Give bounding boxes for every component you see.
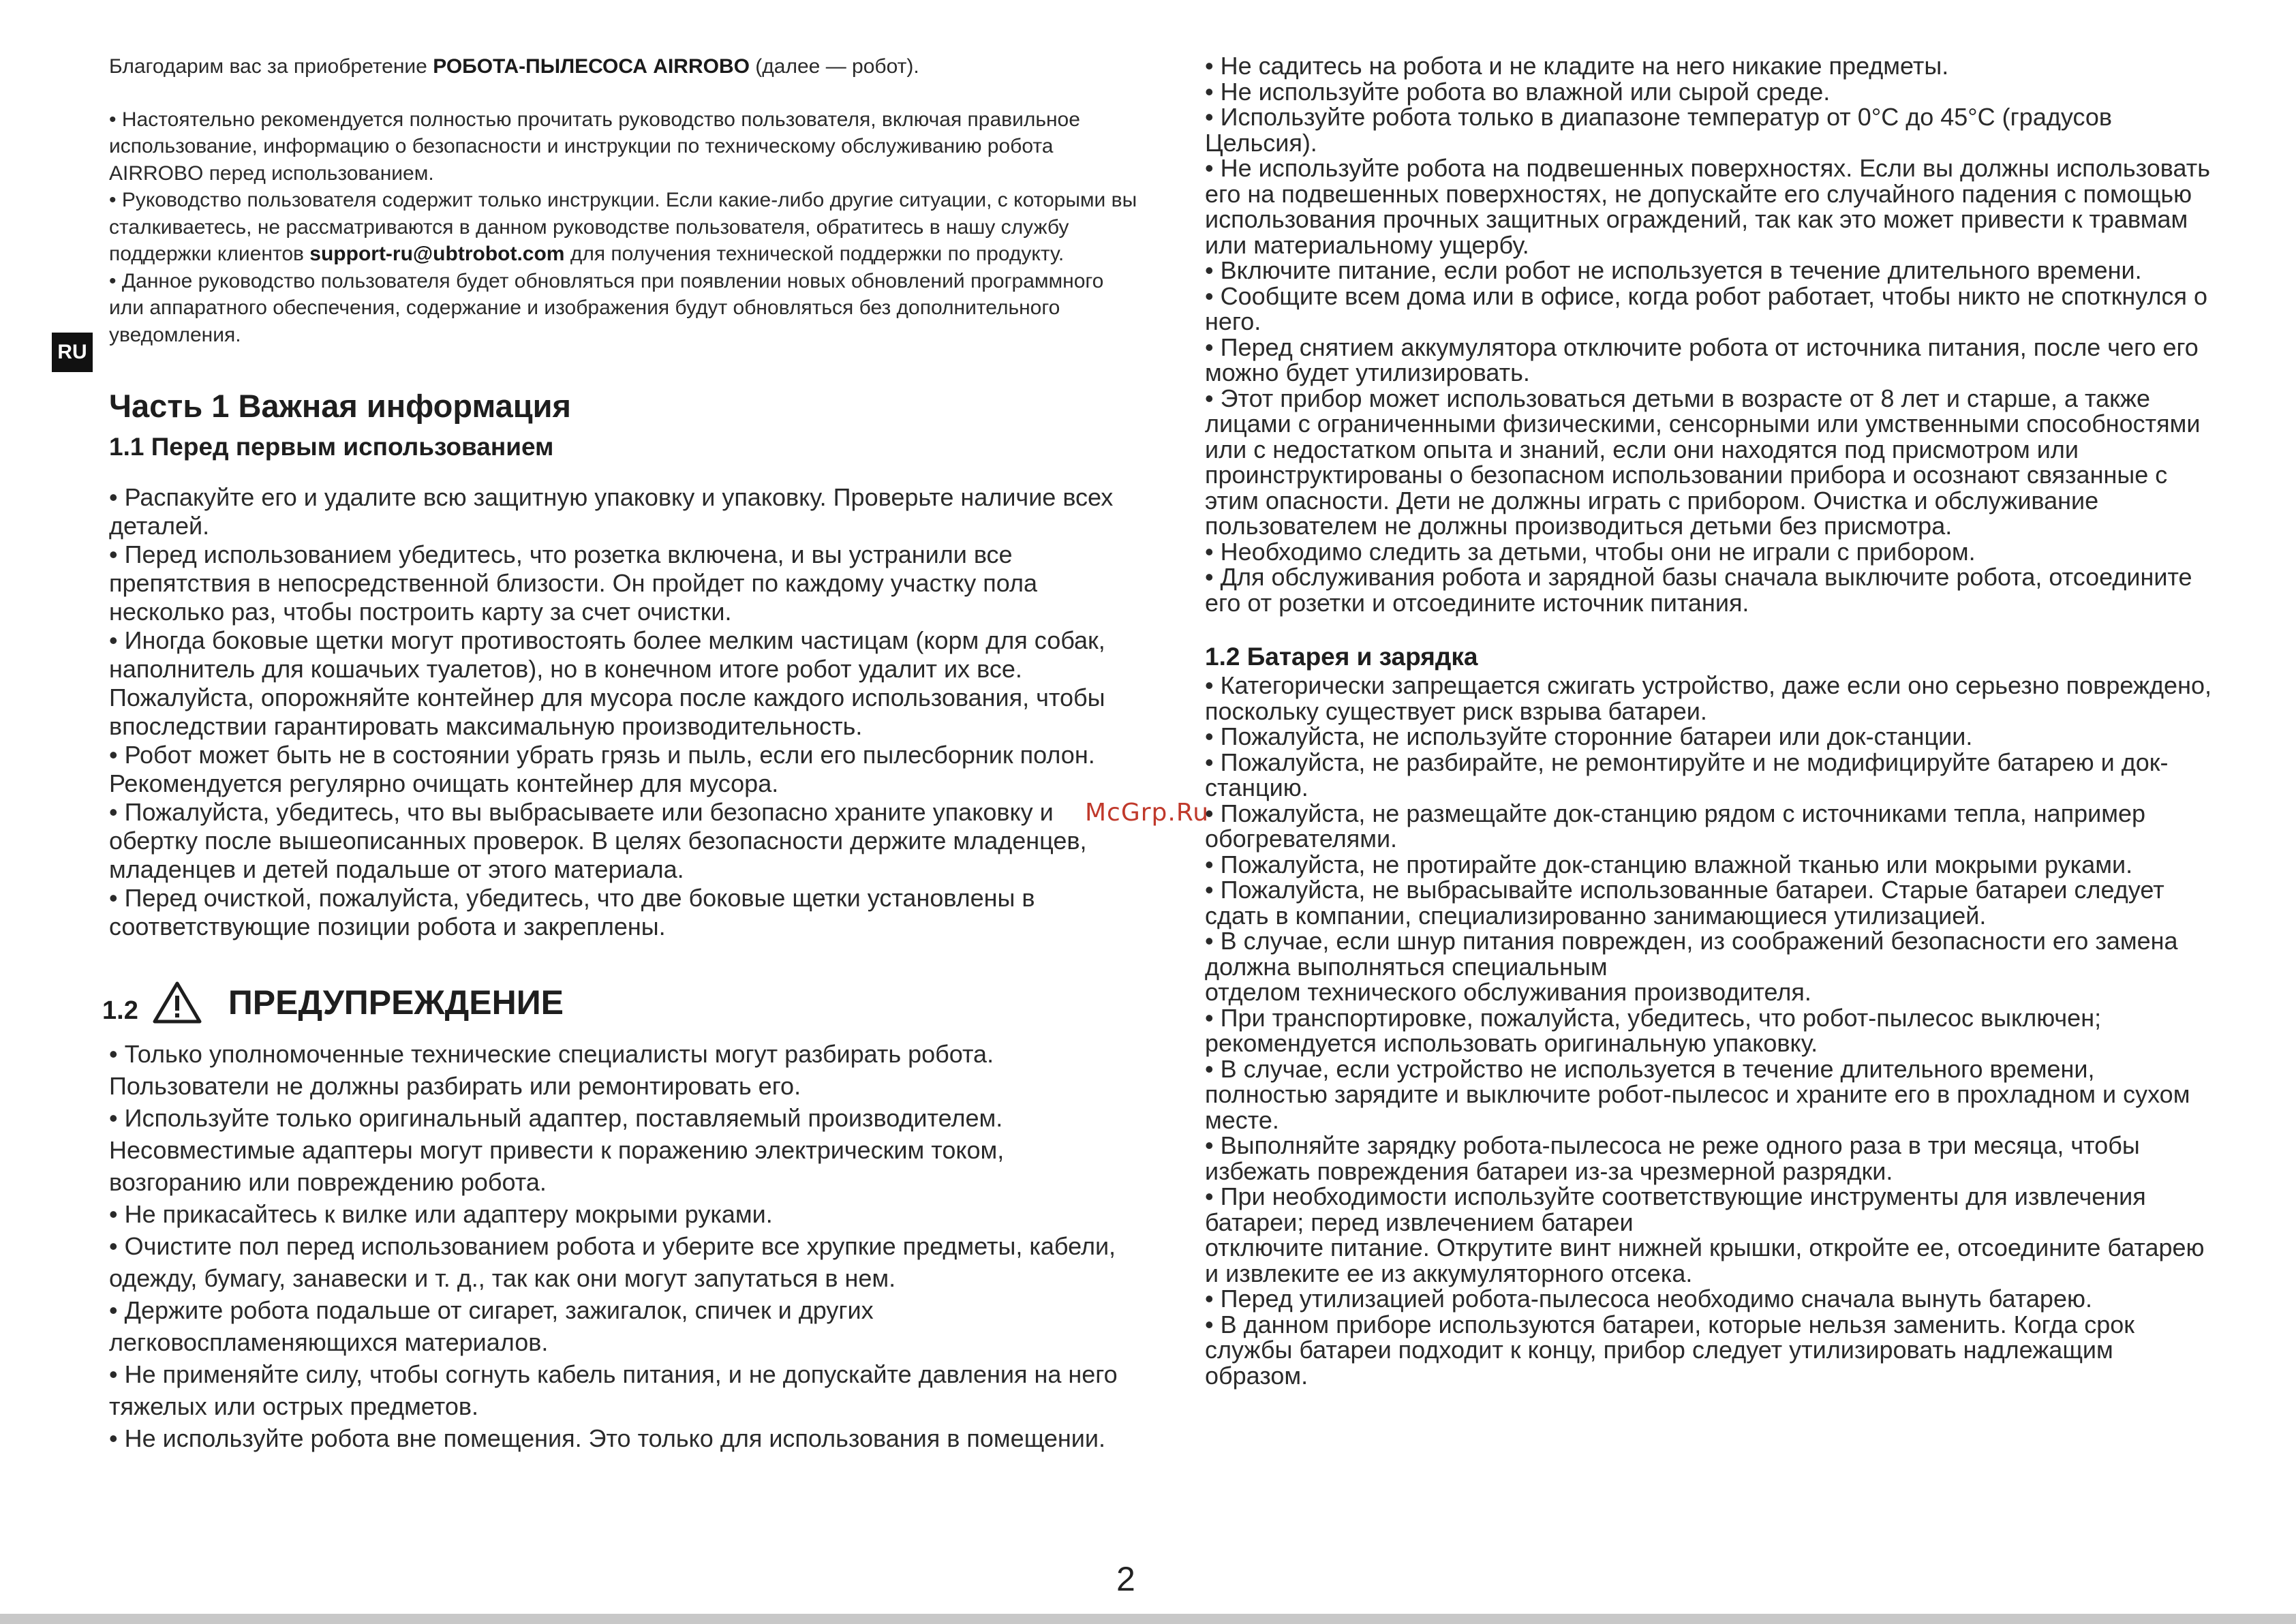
- thanks-line: [109, 53, 1138, 80]
- list-item: • Не садитесь на робота и не кладите на него никакие предметы.: [1205, 52, 1949, 80]
- list-item: • Используйте робота только в диапазоне температур от 0°C до 45°C (градусов Цельсия).: [1205, 103, 2112, 157]
- list-item: • Сообщите всем дома или в офисе, когда робот работает, чтобы никто не споткнулся о него.: [1205, 281, 2208, 335]
- list-item: • Выполняйте зарядку робота-пылесоса не реже одного раза в три месяца, чтобы избежать повреждения батареи из-за чрезмерной разрядки.: [1205, 1131, 2140, 1185]
- page-number: 2: [1116, 1560, 1135, 1598]
- left-column: [102, 53, 1138, 1454]
- intro-support-post: для получения технической поддержки по продукту.: [564, 243, 1065, 265]
- warning-list-left: [109, 1038, 1138, 1454]
- list-item: • Перед утилизацией робота-пылесоса необходимо сначала вынуть батарею.: [1205, 1285, 2092, 1313]
- list-item: • Пожалуйста, не разбирайте, не ремонтируйте и не модифицируйте батарею и док-станцию.: [1205, 748, 2169, 801]
- list-item: • Очистите пол перед использованием робота и уберите все хрупкие предметы, кабели, одежду, бумагу, занавески и т. д., так как они могут запутаться в нем.: [109, 1232, 1116, 1292]
- section-1-1-list: [109, 483, 1138, 941]
- list-item: • Пожалуйста, не размещайте док-станцию рядом с источниками тепла, например обогревателями.: [1205, 799, 2146, 853]
- list-item: • Перед снятием аккумулятора отключите робота от источника питания, после чего его можно будет утилизировать.: [1205, 333, 2199, 386]
- thanks-pre: Благодарим вас за приобретение: [109, 55, 433, 78]
- warning-heading: [102, 977, 1138, 1024]
- list-item: • Используйте только оригинальный адаптер, поставляемый производителем. Несовместимые адаптеры могут привести к поражению электрическим током, возгоранию или повреждению робота.: [109, 1104, 1005, 1196]
- section-title: 1.1 Перед первым использованием: [109, 433, 554, 461]
- intro-paragraph: • Настоятельно рекомендуется полностью прочитать руководство пользователя, включая правильное использование, информацию о безопасности и инструкции по техническому обслуживанию робота AIRROBO перед использованием.: [109, 108, 1080, 185]
- list-item: • В случае, если устройство не используется в течение длительного времени, полностью зарядите и выключите робот-пылесос и храните его в прохладном и сухом месте.: [1205, 1054, 2190, 1134]
- intro-block: [109, 53, 1138, 348]
- battery-section-title: 1.2 Батарея и зарядка: [1205, 643, 1478, 671]
- right-column: [1205, 53, 2220, 1388]
- list-item: • Для обслуживания робота и зарядной базы сначала выключите робота, отсоедините его от розетки и отсоедините источник питания.: [1205, 563, 2192, 617]
- list-item: • Пожалуйста, не протирайте док-станцию влажной тканью или мокрыми руками.: [1205, 850, 2133, 878]
- list-item: отделом технического обслуживания производителя.: [1205, 978, 1811, 1006]
- list-item: • Не используйте робота на подвешенных поверхностях. Если вы должны использовать его на подвешенных поверхностях, не допускайте его случайного падения с помощью использования прочных защитных ограждений, так как это может привести к травмам или материальному ущербу.: [1205, 154, 2210, 259]
- list-item: отключите питание. Открутите винт нижней крышки, откройте ее, отсоедините батарею и извлеките ее из аккумуляторного отсека.: [1205, 1234, 2205, 1287]
- watermark: McGrp.Ru: [1085, 799, 1210, 827]
- support-email: support-ru@ubtrobot.com: [309, 243, 565, 265]
- warning-title: ПРЕДУПРЕЖДЕНИЕ: [228, 983, 564, 1022]
- intro-support-pre: • Руководство пользователя содержит только инструкции. Если какие-либо другие ситуации, с которыми вы сталкиваетесь, не рассматриваются в данном руководстве пользователя, обратитесь в нашу службу поддержки клиентов: [109, 189, 1137, 265]
- list-item: • При транспортировке, пожалуйста, убедитесь, что робот-пылесос выключен; рекомендуется использовать оригинальную упаковку.: [1205, 1003, 2102, 1057]
- list-item: • Робот может быть не в состоянии убрать грязь и пыль, если его пылесборник полон. Рекомендуется регулярно очищать контейнер для мусора.: [109, 741, 1095, 797]
- list-item: • Пожалуйста, убедитесь, что вы выбрасываете или безопасно храните упаковку и обертку после вышеописанных проверок. В целях безопасности держите младенцев, младенцев и детей подальше от этого материала.: [109, 798, 1087, 883]
- warning-number: 1.2: [102, 996, 138, 1025]
- list-item: • Пожалуйста, не используйте сторонние батареи или док-станции.: [1205, 722, 1973, 750]
- list-item: • Не прикасайтесь к вилке или адаптеру мокрыми руками.: [109, 1200, 773, 1228]
- battery-list: [1205, 673, 2220, 1388]
- list-item: • Держите робота подальше от сигарет, зажигалок, спичек и других легковоспламеняющихся материалов.: [109, 1296, 874, 1356]
- thanks-post: (далее — робот).: [749, 55, 919, 78]
- intro-paragraph: [109, 187, 1138, 268]
- list-item: • Перед очисткой, пожалуйста, убедитесь, что две боковые щетки установлены в соответствующие позиции робота и закреплены.: [109, 884, 1035, 940]
- warning-list-right: [1205, 53, 2220, 615]
- language-badge: RU: [52, 333, 93, 372]
- intro-paragraph: • Данное руководство пользователя будет обновляться при появлении новых обновлений программного или аппаратного обеспечения, содержание и изображения будут обновляться без дополнительного уведомления.: [109, 269, 1104, 346]
- list-item: • Не применяйте силу, чтобы согнуть кабель питания, и не допускайте давления на него тяжелых или острых предметов.: [109, 1360, 1118, 1420]
- list-item: • Не используйте робота во влажной или сырой среде.: [1205, 77, 1831, 106]
- list-item: • При необходимости используйте соответствующие инструменты для извлечения батареи; перед извлечением батареи: [1205, 1182, 2146, 1236]
- list-item: • Иногда боковые щетки могут противостоять более мелким частицам (корм для собак, наполнитель для кошачьих туалетов), но в конечном итоге робот удалит их все. Пожалуйста, опорожняйте контейнер для мусора после каждого использования, чтобы впоследствии гарантировать максимальную производительность.: [109, 626, 1105, 740]
- list-item: • Пожалуйста, не выбрасывайте использованные батареи. Старые батареи следует сдать в компании, специализированно занимающиеся утилизацией.: [1205, 876, 2164, 930]
- list-item: • Только уполномоченные технические специалисты могут разбирать робота. Пользователи не должны разбирать или ремонтировать его.: [109, 1040, 994, 1100]
- bottom-divider: [0, 1614, 2296, 1624]
- list-item: • В случае, если шнур питания поврежден, из соображений безопасности его замена должна выполняться специальным: [1205, 927, 2178, 981]
- list-item: • Перед использованием убедитесь, что розетка включена, и вы устранили все препятствия в непосредственной близости. Он пройдет по каждому участку пола несколько раз, чтобы построить карту за счет очистки.: [109, 540, 1037, 626]
- product-name: РОБОТА-ПЫЛЕСОСА AIRROBO: [433, 55, 750, 78]
- list-item: • Необходимо следить за детьми, чтобы они не играли с прибором.: [1205, 537, 1976, 566]
- list-item: • Категорически запрещается сжигать устройство, даже если оно серьезно повреждено, поскольку существует риск взрыва батареи.: [1205, 671, 2211, 725]
- list-item: • Не используйте робота вне помещения. Это только для использования в помещении.: [109, 1424, 1106, 1452]
- list-item: • В данном приборе используются батареи, которые нельзя заменить. Когда срок службы батареи подходит к концу, прибор следует утилизировать надлежащим образом.: [1205, 1310, 2135, 1390]
- list-item: • Включите питание, если робот не используется в течение длительного времени.: [1205, 256, 2142, 284]
- part-title: Часть 1 Важная информация: [109, 388, 571, 424]
- warning-triangle-icon: [152, 981, 202, 1024]
- list-item: • Этот прибор может использоваться детьми в возрасте от 8 лет и старше, а также лицами с ограниченными физическими, сенсорными или умственными способностями или с недостатком опыта и знаний, если они находятся под присмотром или проинструктированы о безопасном использовании прибора и осознают связанные с этим опасности. Дети не должны играть с прибором. Очистка и обслуживание пользователем не должны производиться детьми без присмотра.: [1205, 384, 2201, 540]
- list-item: • Распакуйте его и удалите всю защитную упаковку и упаковку. Проверьте наличие всех деталей.: [109, 483, 1114, 540]
